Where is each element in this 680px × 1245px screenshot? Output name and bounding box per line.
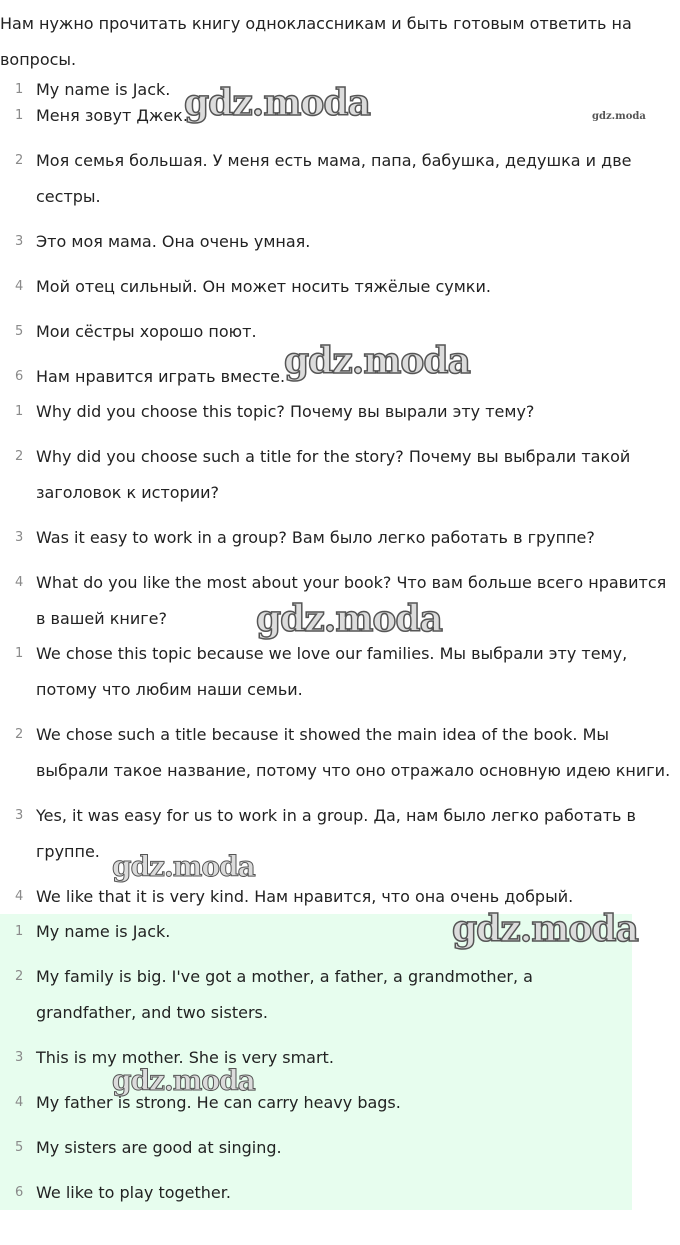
- item-number: 2: [15, 449, 24, 464]
- item-number: 5: [15, 1140, 24, 1155]
- item-number: 1: [15, 82, 24, 97]
- item-number: 1: [15, 646, 24, 661]
- item-text: We like to play together.: [36, 1183, 231, 1202]
- item-text: We chose this topic because we love our families. Мы выбрали эту тему, потому что любим наши семьи.: [36, 644, 628, 699]
- watermark-logo-small: gdz.moda: [592, 111, 646, 122]
- item-number: 6: [15, 369, 24, 384]
- item-text: What do you like the most about your book? Что вам больше всего нравится в вашей книге?: [36, 573, 667, 628]
- item-text: My father is strong. He can carry heavy bags.: [36, 1093, 401, 1112]
- item-number: 4: [15, 1095, 24, 1110]
- item-number: 6: [15, 1185, 24, 1200]
- item-text: Мой отец сильный. Он может носить тяжёлые сумки.: [36, 277, 491, 296]
- item-number: 2: [15, 153, 24, 168]
- item-number: 1: [15, 404, 24, 419]
- watermark-logo: gdz.moda: [112, 1064, 255, 1097]
- item-text: Это моя мама. Она очень умная.: [36, 232, 311, 251]
- item-number: 3: [15, 1050, 24, 1065]
- intro-text: Нам нужно прочитать книгу одноклассникам и быть готовым ответить на вопросы.: [0, 14, 632, 69]
- item-number: 2: [15, 727, 24, 742]
- item-text: Why did you choose such a title for the story? Почему вы выбрали такой заголовок к истории?: [36, 447, 631, 502]
- item-number: 4: [15, 575, 24, 590]
- item-text: Нам нравится играть вместе.: [36, 367, 286, 386]
- item-number: 5: [15, 324, 24, 339]
- item-text: Was it easy to work in a group? Вам было легко работать в группе?: [36, 528, 595, 547]
- item-number: 3: [15, 530, 24, 545]
- item-text: Моя семья большая. У меня есть мама, папа, бабушка, дедушка и две сестры.: [36, 151, 632, 206]
- item-text: We like that it is very kind. Нам нравится, что она очень добрый.: [36, 887, 574, 906]
- item-text: Меня зовут Джек.: [36, 106, 188, 125]
- item-number: 1: [15, 924, 24, 939]
- watermark-logo: gdz.moda: [284, 340, 470, 382]
- item-number: 2: [15, 969, 24, 984]
- item-text: Мои сёстры хорошо поют.: [36, 322, 257, 341]
- item-text: Why did you choose this topic? Почему вы вырали эту тему?: [36, 402, 535, 421]
- watermark-logo: gdz.moda: [112, 850, 255, 883]
- watermark-logo: gdz.moda: [256, 598, 442, 640]
- item-number: 3: [15, 808, 24, 823]
- item-text: We chose such a title because it showed the main idea of the book. Мы выбрали такое название, потому что оно отражало основную идею книги.: [36, 725, 671, 780]
- item-text: My family is big. I've got a mother, a father, a grandmother, a grandfather, and two sisters.: [36, 967, 533, 1022]
- item-number: 4: [15, 279, 24, 294]
- item-text: My name is Jack.: [36, 922, 171, 941]
- item-number: 3: [15, 234, 24, 249]
- watermark-logo: gdz.moda: [452, 908, 638, 950]
- item-text: My sisters are good at singing.: [36, 1138, 282, 1157]
- item-text: Yes, it was easy for us to work in a group. Да, нам было легко работать в группе.: [36, 806, 636, 861]
- watermark-logo: gdz.moda: [184, 82, 370, 124]
- item-number: 4: [15, 889, 24, 904]
- item-text: This is my mother. She is very smart.: [36, 1048, 334, 1067]
- item-number: 1: [15, 108, 24, 123]
- item-text: My name is Jack.: [36, 80, 171, 99]
